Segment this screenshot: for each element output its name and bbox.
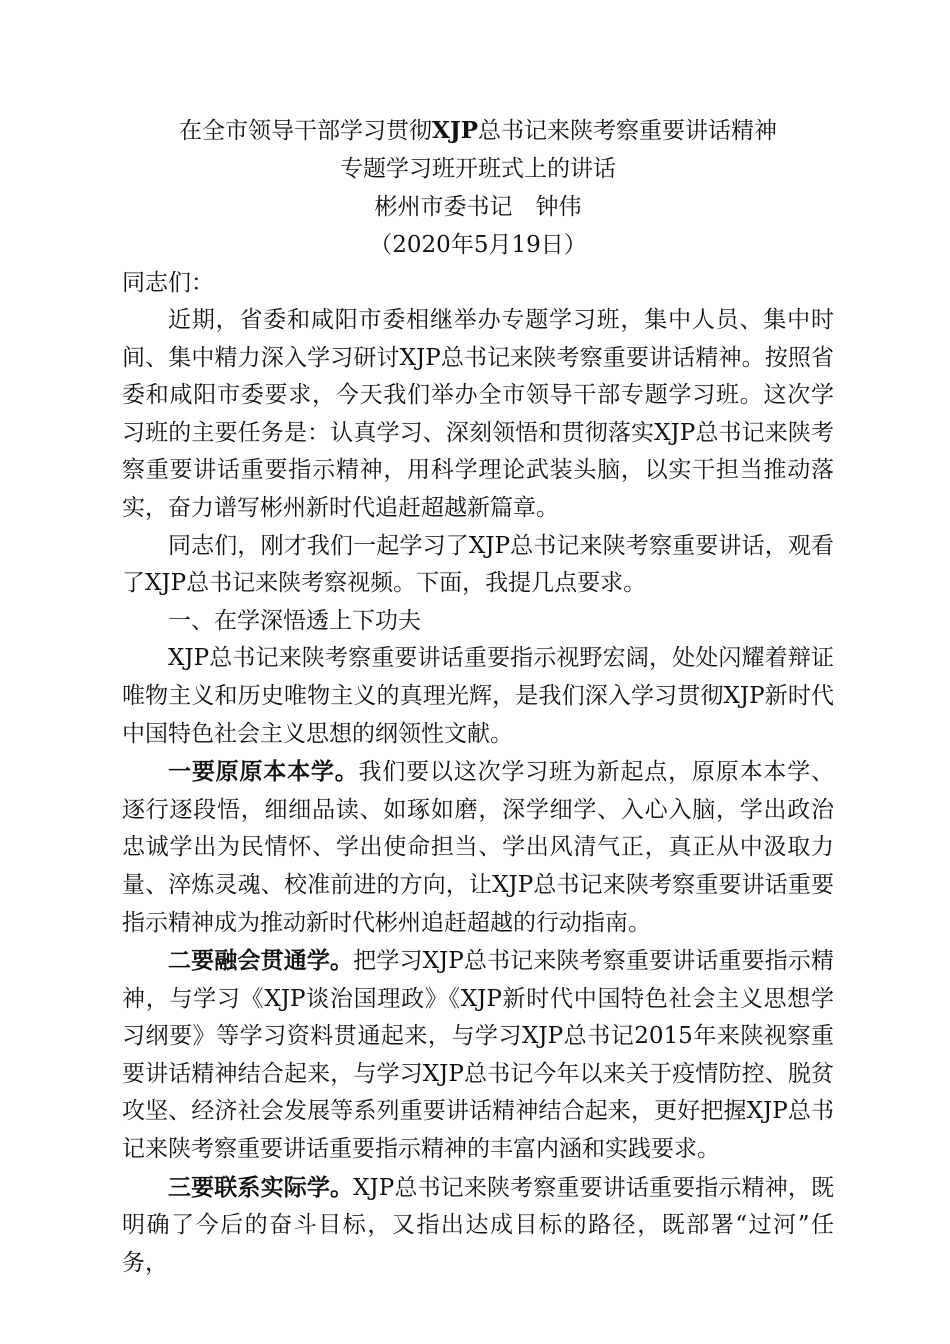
point-text: 我们要以这次学习班为新起点，原原本本学、逐行逐段悟，细细品读、如琢如磨，深学细学、入心入脑，学出政治忠诚学出为民情怀、学出使命担当、学出风清气正，真正从中汲取力量、淬炼灵魂、校准前进的方向，让XJP总书记来陕考察重要讲话重要指示精神成为推动新时代彬州追赶超越的行动指南。 <box>122 759 835 936</box>
point-lead: 三要联系实际学。 <box>168 1173 354 1201</box>
document-date: （2020年5月19日） <box>369 232 587 258</box>
paragraph-transition: 同志们，刚才我们一起学习了XJP总书记来陕考察重要讲话，观看了XJP总书记来陕考察视频。下面，我提几点要求。 <box>122 532 834 597</box>
point-lead: 二要融会贯通学。 <box>168 947 354 975</box>
title-prefix: 在全市领导干部学习贯彻 <box>178 118 432 144</box>
salutation: 同志们： <box>122 270 214 296</box>
point-paragraph <box>122 753 834 942</box>
title-suffix: 总书记来陕考察重要讲话精神 <box>478 118 778 144</box>
section-intro: XJP总书记来陕考察重要讲话重要指示视野宏阔，处处闪耀着辩证唯物主义和历史唯物主义的真理光辉，是我们深入学习贯彻XJP新时代中国特色社会主义思想的纲领性文献。 <box>122 645 834 747</box>
title-bold-name: XJP <box>431 117 479 144</box>
document-speaker: 彬州市委书记 钟伟 <box>374 194 582 220</box>
document-page <box>122 112 834 1282</box>
document-title-line1 <box>122 112 834 150</box>
paragraph-intro: 近期，省委和咸阳市委相继举办专题学习班，集中人员、集中时间、集中精力深入学习研讨XJP总书记来陕考察重要讲话精神。按照省委和咸阳市委要求，今天我们举办全市领导干部专题学习班。这次学习班的主要任务是：认真学习、深刻领悟和贯彻落实XJP总书记来陕考察重要讲话重要指示精神，用科学理论武装头脑，以实干担当推动落实，奋力谱写彬州新时代追赶超越新篇章。 <box>122 307 834 521</box>
point-text: XJP总书记来陕考察重要讲话重要指示精神，既明确了今后的奋斗目标，又指出达成目标的路径，既部署“过河”任务， <box>122 1174 835 1276</box>
point-lead: 一要原原本本学。 <box>168 758 359 786</box>
section-heading: 一、在学深悟透上下功夫 <box>168 607 421 634</box>
point-text: 把学习XJP总书记来陕考察重要讲话重要指示精神，与学习《XJP谈治国理政》《XJP新时代中国特色社会主义思想学习纲要》等学习资料贯通起来，与学习XJP总书记2015年来陕视察重要讲话精神结合起来，与学习XJP总书记今年以来关于疫情防控、脱贫攻坚、经济社会发展等系列重要讲话精神结合起来，更好把握XJP总书记来陕考察重要讲话重要指示精神的丰富内涵和实践要求。 <box>122 948 835 1163</box>
point-paragraph <box>122 942 834 1169</box>
document-title-line2: 专题学习班开班式上的讲话 <box>340 156 616 182</box>
point-paragraph <box>122 1169 834 1283</box>
